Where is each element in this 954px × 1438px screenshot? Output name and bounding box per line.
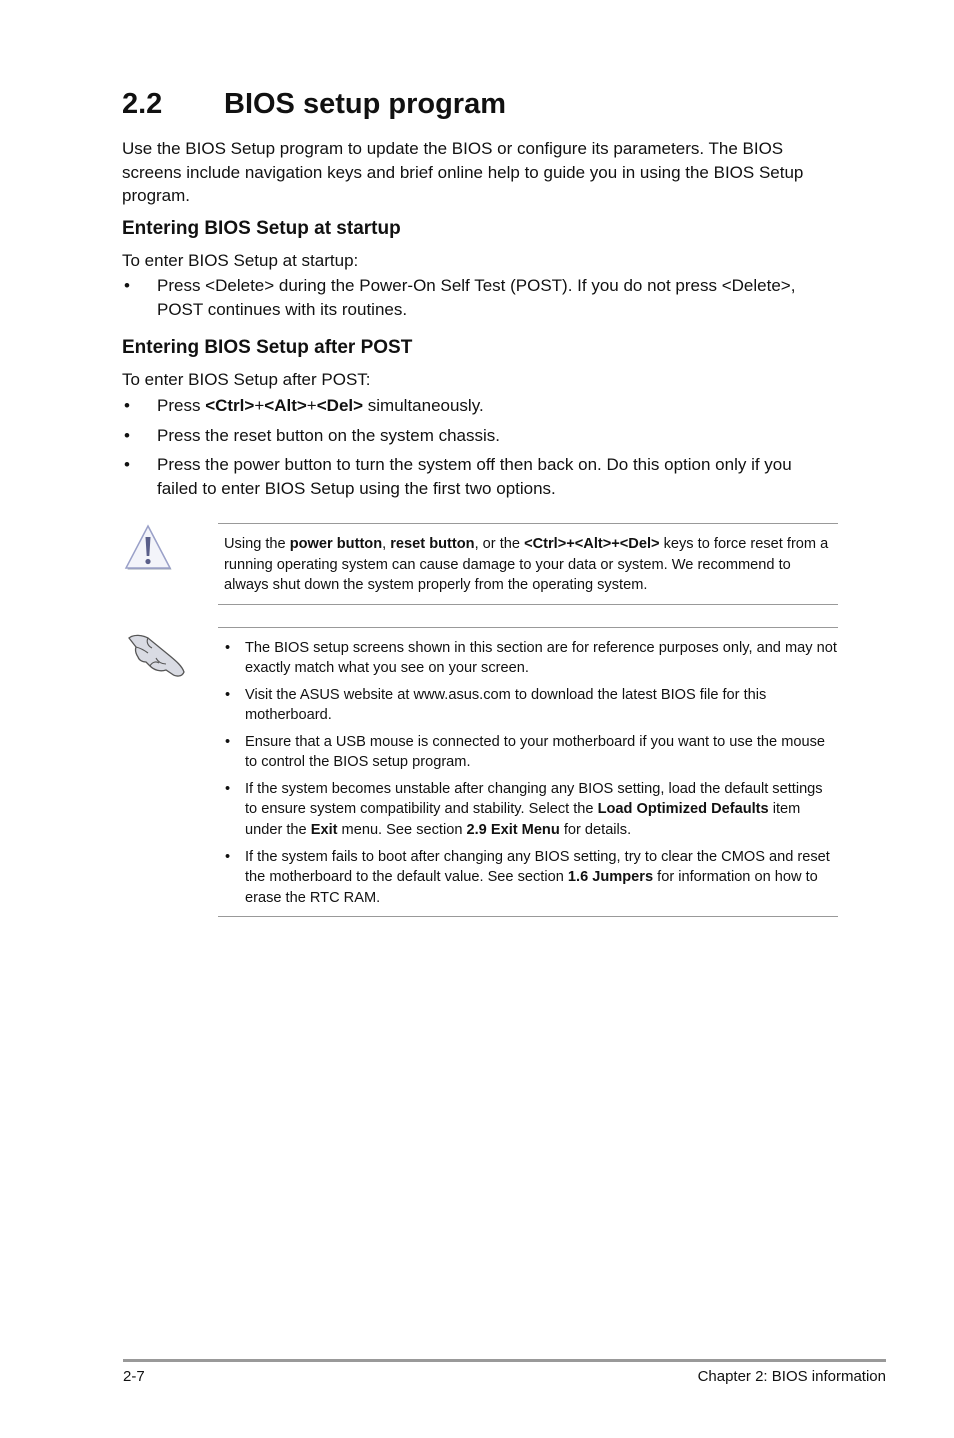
pointing-hand-icon	[126, 628, 186, 678]
note-item-5: • If the system fails to boot after changing any BIOS setting, try to clear the CMOS and reset the motherboard to the default value. See section 1.6 Jumpers for information on how to erase the RTC RAM.	[225, 849, 830, 906]
after-post-lead: To enter BIOS Setup after POST:	[122, 370, 371, 389]
startup-bullet: • Press <Delete> during the Power-On Self Test (POST). If you do not press <Delete>, POST continues with its routines.	[124, 276, 796, 319]
note-item-4: • If the system becomes unstable after changing any BIOS setting, load the default settings to ensure system compatibility and stability. Select the Load Optimized Defaults item under the Exit menu. See section 2.9 Exit Menu for details.	[225, 781, 823, 838]
after-post-bullet-1: • Press <Ctrl>+<Alt>+<Del> simultaneously.	[124, 396, 484, 415]
startup-lead: To enter BIOS Setup at startup:	[122, 251, 359, 270]
warning-text: Using the power button, reset button, or the <Ctrl>+<Alt>+<Del> keys to force reset from a running operating system can cause damage to your data or system. We recommend to always shut down the system properly from the operating system.	[224, 536, 829, 593]
section-number: 2.2	[122, 88, 163, 120]
note-item-1: • The BIOS setup screens shown in this section are for reference purposes only, and may not exactly match what you see on your screen.	[225, 640, 837, 677]
warning-box	[218, 523, 838, 605]
after-post-heading: Entering BIOS Setup after POST	[122, 337, 413, 358]
page-number: 2-7	[123, 1368, 145, 1385]
caution-triangle-icon	[124, 523, 172, 571]
footer-rule	[123, 1359, 886, 1362]
after-post-bullet-3: • Press the power button to turn the system off then back on. Do this option only if you failed to enter BIOS Setup using the first two options.	[124, 455, 792, 498]
startup-heading: Entering BIOS Setup at startup	[122, 218, 401, 239]
note-item-3: • Ensure that a USB mouse is connected to your motherboard if you want to use the mouse to control the BIOS setup program.	[225, 734, 826, 771]
section-title	[122, 88, 506, 121]
note-item-2: • Visit the ASUS website at www.asus.com to download the latest BIOS file for this motherboard.	[225, 687, 767, 724]
after-post-bullet-2: • Press the reset button on the system chassis.	[124, 426, 500, 445]
intro-paragraph: Use the BIOS Setup program to update the BIOS or configure its parameters. The BIOS screens include navigation keys and brief online help to guide you in using the BIOS Setup program.	[122, 139, 804, 205]
chapter-label: Chapter 2: BIOS information	[697, 1368, 886, 1385]
section-title-text: BIOS setup program	[224, 88, 506, 120]
